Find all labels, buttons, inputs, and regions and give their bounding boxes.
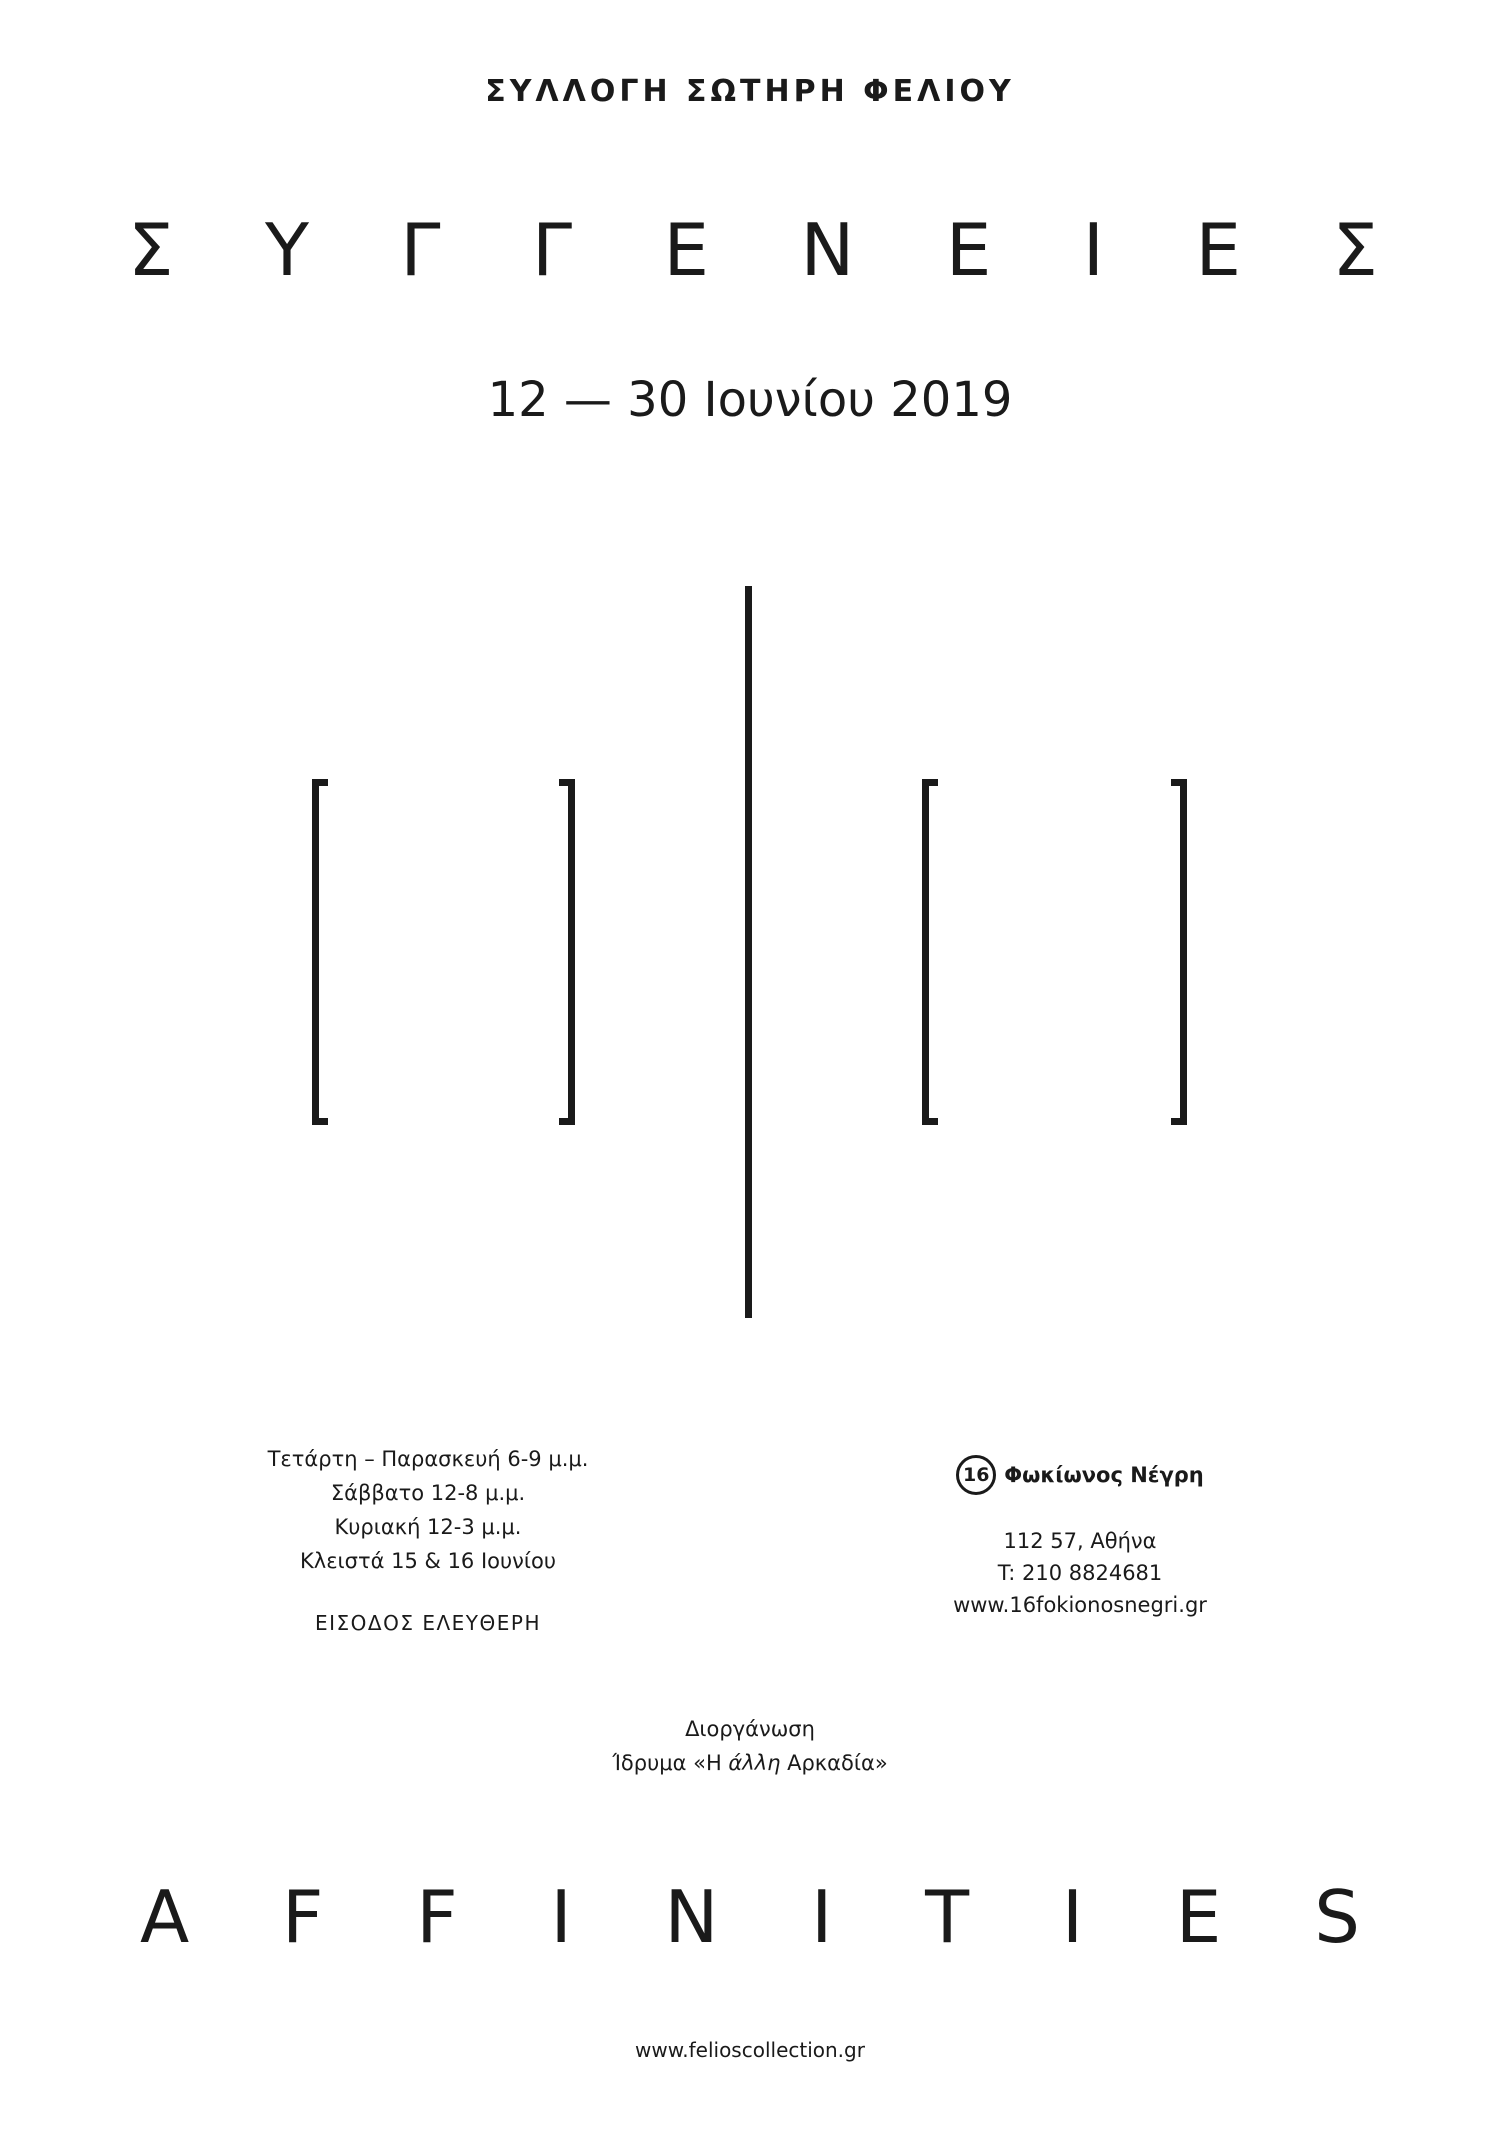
collection-website-link[interactable]: www.felioscollection.gr — [635, 2038, 865, 2062]
right-open-bracket-bottom — [922, 1118, 938, 1125]
center-divider-line — [745, 586, 752, 1318]
left-open-bracket-stem — [312, 779, 319, 1125]
right-open-bracket-top — [922, 779, 938, 786]
title-letter: F — [282, 1875, 324, 1959]
hours-line: Τετάρτη – Παρασκευή 6-9 μ.μ. — [267, 1447, 589, 1471]
title-letter: A — [140, 1875, 190, 1959]
title-letter: Ε — [1195, 208, 1241, 292]
title-letter: Ι — [1082, 208, 1104, 292]
hours-line: Κλειστά 15 & 16 Ιουνίου — [300, 1549, 556, 1573]
venue-address: 112 57, Αθήνα — [1003, 1529, 1157, 1553]
title-letter: S — [1314, 1875, 1360, 1959]
title-letter: Σ — [1332, 208, 1378, 292]
right-open-bracket-stem — [922, 779, 929, 1125]
organizer — [0, 1712, 1500, 1780]
title-letter: I — [811, 1875, 833, 1959]
left-open-bracket-top — [312, 779, 328, 786]
title-letter: T — [925, 1875, 970, 1959]
title-letter: Γ — [531, 208, 573, 292]
exhibition-dates: 12 — 30 Ιουνίου 2019 — [487, 372, 1013, 428]
collection-name: ΣΥΛΛΟΓΗ ΣΩΤΗΡΗ ΦΕΛΙΟΥ — [485, 74, 1015, 109]
hours-line: Κυριακή 12-3 μ.μ. — [334, 1515, 522, 1539]
venue-phone: T: 210 8824681 — [997, 1561, 1163, 1585]
venue-name: Φωκίωνος Νέγρη — [1004, 1463, 1204, 1487]
title-letter: N — [664, 1875, 719, 1959]
right-close-bracket-bottom — [1171, 1118, 1187, 1125]
title-letter: F — [416, 1875, 458, 1959]
title-letter: I — [1061, 1875, 1084, 1959]
venue-logo — [900, 1455, 1260, 1495]
organizer-name-italic: άλλη — [728, 1751, 781, 1775]
title-letter: Ε — [945, 208, 992, 292]
hours-line: Σάββατο 12-8 μ.μ. — [330, 1481, 526, 1505]
right-close-bracket-stem — [1180, 779, 1187, 1125]
title-letter: Ν — [800, 208, 855, 292]
title-letter: E — [1175, 1875, 1222, 1959]
free-entry-label: ΕΙΣΟΔΟΣ ΕΛΕΥΘΕΡΗ — [315, 1611, 541, 1635]
organizer-name-suffix: Αρκαδία» — [780, 1751, 888, 1775]
title-letter: Σ — [128, 208, 174, 292]
venue-info — [900, 1455, 1260, 1621]
organizer-label: Διοργάνωση — [685, 1717, 815, 1741]
opening-hours — [228, 1442, 628, 1640]
right-close-bracket-top — [1171, 779, 1187, 786]
venue-website-link[interactable]: www.16fokionosnegri.gr — [953, 1593, 1207, 1617]
title-letter: Υ — [264, 208, 309, 292]
organizer-name — [0, 1746, 1500, 1780]
left-close-bracket-bottom — [559, 1118, 575, 1125]
title-letter: I — [550, 1875, 572, 1959]
left-close-bracket-stem — [568, 779, 575, 1125]
title-greek — [128, 205, 1378, 295]
venue-number-badge: 16 — [956, 1455, 996, 1495]
left-open-bracket-bottom — [312, 1118, 328, 1125]
title-letter: Γ — [400, 208, 441, 292]
title-letter: Ε — [663, 208, 710, 292]
title-english — [140, 1872, 1360, 1962]
left-close-bracket-top — [559, 779, 575, 786]
organizer-name-prefix: Ίδρυμα «Η — [612, 1751, 729, 1775]
